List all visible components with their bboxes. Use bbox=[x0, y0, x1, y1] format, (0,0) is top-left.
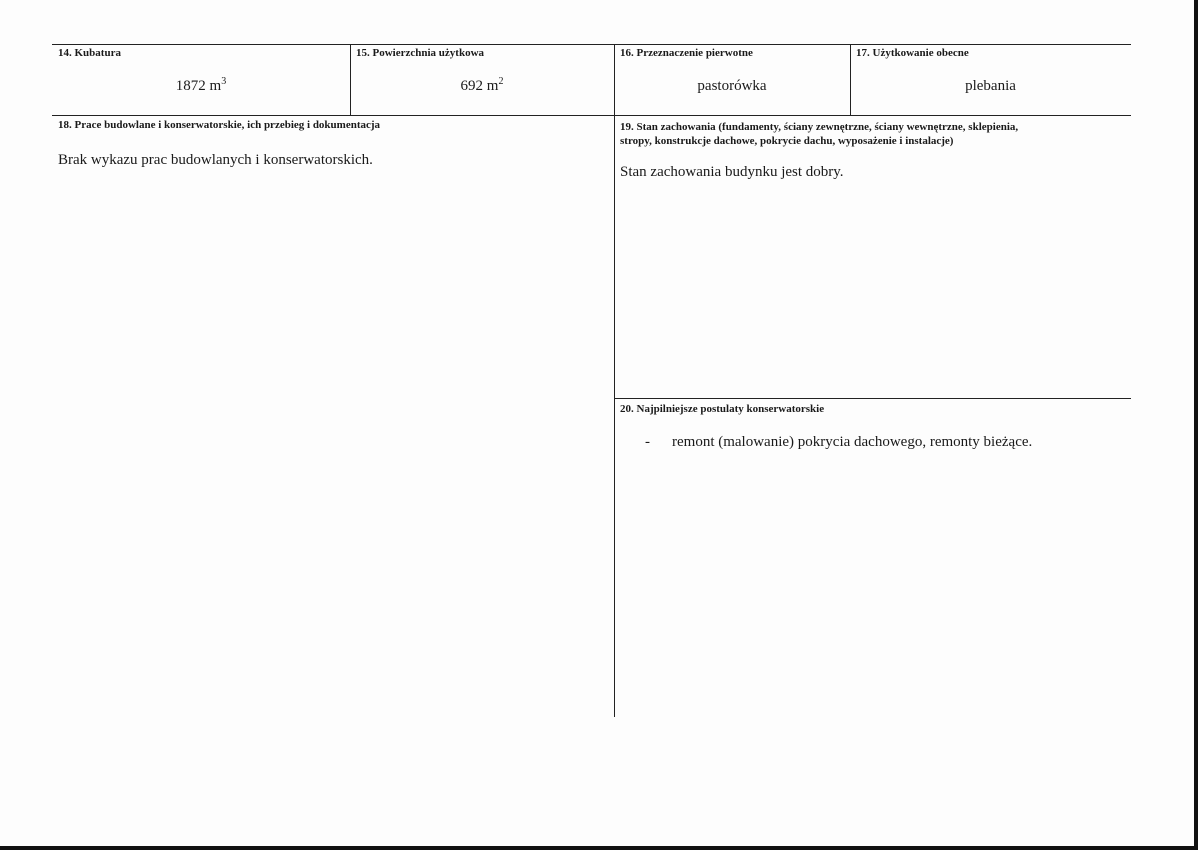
field-19-label-line2: stropy, konstrukcje dachowe, pokrycie dachu, wyposażenie i instalacje) bbox=[620, 135, 954, 147]
field-17-value: plebania bbox=[965, 78, 1016, 94]
list-bullet: - bbox=[645, 434, 650, 450]
col-divider-main bbox=[614, 44, 615, 717]
field-19-text: Stan zachowania budynku jest dobry. bbox=[620, 164, 844, 180]
unit-exponent: 3 bbox=[221, 76, 227, 87]
field-16-value: pastorówka bbox=[697, 78, 767, 94]
powierzchnia-value: 692 m bbox=[460, 78, 499, 94]
field-19-label-line1: 19. Stan zachowania (fundamenty, ściany zewnętrzne, ściany wewnętrzne, sklepienia, bbox=[620, 121, 1019, 133]
field-20-item: remont (malowanie) pokrycia dachowego, remonty bieżące. bbox=[672, 434, 1033, 450]
field-15-value bbox=[350, 78, 614, 95]
row-divider bbox=[52, 115, 1131, 116]
top-rule bbox=[52, 44, 1131, 45]
section-20-divider bbox=[614, 398, 1131, 399]
unit-exponent: 2 bbox=[498, 76, 504, 87]
kubatura-value: 1872 m bbox=[175, 78, 222, 94]
field-14-label: 14. Kubatura bbox=[58, 47, 121, 59]
field-15-label: 15. Powierzchnia użytkowa bbox=[356, 47, 485, 59]
field-18-text: Brak wykazu prac budowlanych i konserwatorskich. bbox=[58, 152, 373, 168]
field-14-value bbox=[52, 78, 350, 95]
field-17-label: 17. Użytkowanie obecne bbox=[856, 47, 969, 59]
field-18-label: 18. Prace budowlane i konserwatorskie, ich przebieg i dokumentacja bbox=[58, 119, 381, 131]
field-16-label: 16. Przeznaczenie pierwotne bbox=[620, 47, 753, 59]
field-20-label: 20. Najpilniejsze postulaty konserwatorskie bbox=[620, 403, 825, 415]
